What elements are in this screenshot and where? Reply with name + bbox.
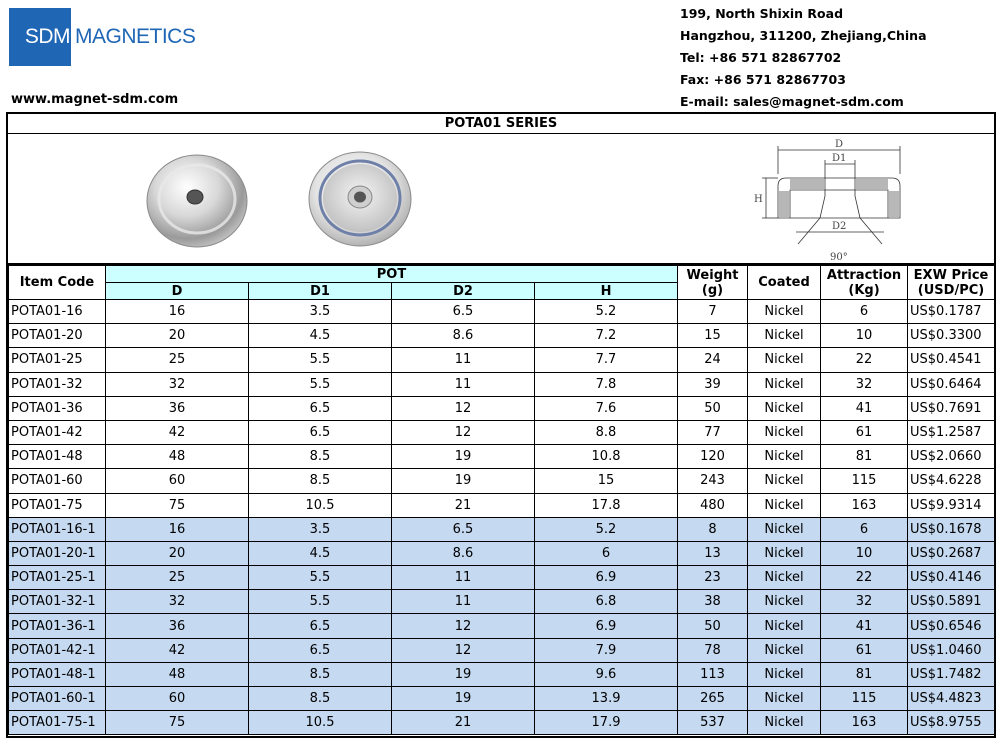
cell-price: US$0.6546 bbox=[908, 614, 995, 638]
fax-number: Fax: +86 571 82867703 bbox=[680, 72, 846, 87]
cell-d1: 6.5 bbox=[249, 638, 392, 662]
cell-d: 36 bbox=[106, 614, 249, 638]
cell-attraction: 115 bbox=[821, 469, 908, 493]
table-row bbox=[9, 662, 995, 686]
cell-coating: Nickel bbox=[748, 517, 821, 541]
table-row bbox=[9, 469, 995, 493]
cell-d1: 5.5 bbox=[249, 348, 392, 372]
cell-coating: Nickel bbox=[748, 396, 821, 420]
cell-weight: 23 bbox=[678, 566, 748, 590]
col-weight-label: Weight bbox=[686, 267, 739, 283]
cell-weight: 39 bbox=[678, 372, 748, 396]
diagram-label-h: H bbox=[754, 194, 763, 205]
cell-d: 42 bbox=[106, 638, 249, 662]
cell-price: US$0.3300 bbox=[908, 324, 995, 348]
cell-h: 8.8 bbox=[535, 420, 678, 444]
cell-coating: Nickel bbox=[748, 469, 821, 493]
cell-d: 25 bbox=[106, 566, 249, 590]
cell-weight: 480 bbox=[678, 493, 748, 517]
table-row bbox=[9, 324, 995, 348]
cell-d: 32 bbox=[106, 372, 249, 396]
cell-coating: Nickel bbox=[748, 300, 821, 324]
cell-d: 20 bbox=[106, 541, 249, 565]
cell-item-code: POTA01-75 bbox=[9, 493, 106, 517]
cell-coating: Nickel bbox=[748, 445, 821, 469]
specs-table bbox=[8, 265, 995, 735]
specs-table-body bbox=[9, 300, 995, 735]
cell-d: 75 bbox=[106, 493, 249, 517]
cell-d1: 8.5 bbox=[249, 445, 392, 469]
col-price-label: EXW Price bbox=[913, 267, 989, 283]
address-line1: 199, North Shixin Road bbox=[680, 6, 844, 21]
cell-weight: 50 bbox=[678, 614, 748, 638]
cell-d: 75 bbox=[106, 711, 249, 735]
cell-d2: 12 bbox=[392, 614, 535, 638]
cell-h: 5.2 bbox=[535, 300, 678, 324]
cell-weight: 50 bbox=[678, 396, 748, 420]
cell-h: 15 bbox=[535, 469, 678, 493]
cell-d: 48 bbox=[106, 445, 249, 469]
cell-item-code: POTA01-32 bbox=[9, 372, 106, 396]
cell-item-code: POTA01-16 bbox=[9, 300, 106, 324]
cell-item-code: POTA01-60-1 bbox=[9, 687, 106, 711]
cell-d2: 12 bbox=[392, 396, 535, 420]
cell-d2: 11 bbox=[392, 590, 535, 614]
cell-d: 60 bbox=[106, 469, 249, 493]
pot-magnet-back-photo bbox=[142, 144, 252, 254]
cell-d: 16 bbox=[106, 517, 249, 541]
cell-item-code: POTA01-25 bbox=[9, 348, 106, 372]
cell-d2: 8.6 bbox=[392, 541, 535, 565]
contact-block bbox=[680, 3, 927, 113]
cell-weight: 77 bbox=[678, 420, 748, 444]
cell-attraction: 22 bbox=[821, 348, 908, 372]
diagram-label-d1: D1 bbox=[832, 153, 847, 164]
cell-weight: 113 bbox=[678, 662, 748, 686]
col-pot: POT bbox=[106, 266, 678, 283]
cell-item-code: POTA01-48-1 bbox=[9, 662, 106, 686]
cell-price: US$0.1678 bbox=[908, 517, 995, 541]
cell-weight: 120 bbox=[678, 445, 748, 469]
cell-coating: Nickel bbox=[748, 614, 821, 638]
cell-weight: 24 bbox=[678, 348, 748, 372]
series-title: POTA01 SERIES bbox=[8, 114, 994, 134]
cell-item-code: POTA01-42 bbox=[9, 420, 106, 444]
cell-price: US$0.2687 bbox=[908, 541, 995, 565]
cell-d1: 5.5 bbox=[249, 590, 392, 614]
product-images bbox=[8, 134, 994, 265]
cell-d2: 21 bbox=[392, 711, 535, 735]
cell-coating: Nickel bbox=[748, 348, 821, 372]
website-link[interactable]: www.magnet-sdm.com bbox=[11, 92, 179, 107]
cell-d1: 4.5 bbox=[249, 324, 392, 348]
cell-h: 6.8 bbox=[535, 590, 678, 614]
cell-weight: 7 bbox=[678, 300, 748, 324]
col-price bbox=[908, 266, 995, 300]
cell-coating: Nickel bbox=[748, 687, 821, 711]
table-row bbox=[9, 687, 995, 711]
col-d2: D2 bbox=[392, 283, 535, 300]
cell-price: US$0.4146 bbox=[908, 566, 995, 590]
cell-price: US$0.5891 bbox=[908, 590, 995, 614]
table-row bbox=[9, 396, 995, 420]
cell-h: 17.8 bbox=[535, 493, 678, 517]
cell-price: US$1.0460 bbox=[908, 638, 995, 662]
table-row bbox=[9, 638, 995, 662]
cell-item-code: POTA01-48 bbox=[9, 445, 106, 469]
dimension-diagram bbox=[738, 136, 908, 266]
table-row bbox=[9, 300, 995, 324]
col-weight-unit: (g) bbox=[701, 282, 724, 298]
col-price-unit: (USD/PC) bbox=[917, 282, 985, 298]
cell-item-code: POTA01-20-1 bbox=[9, 541, 106, 565]
cell-coating: Nickel bbox=[748, 711, 821, 735]
cell-d2: 11 bbox=[392, 566, 535, 590]
col-attraction-label: Attraction bbox=[826, 267, 902, 283]
cell-item-code: POTA01-60 bbox=[9, 469, 106, 493]
cell-d1: 6.5 bbox=[249, 420, 392, 444]
diagram-label-angle: 90° bbox=[830, 252, 848, 263]
cell-coating: Nickel bbox=[748, 566, 821, 590]
col-attraction-unit: (Kg) bbox=[848, 282, 880, 298]
cell-item-code: POTA01-75-1 bbox=[9, 711, 106, 735]
col-h: H bbox=[535, 283, 678, 300]
cell-d: 25 bbox=[106, 348, 249, 372]
cell-item-code: POTA01-42-1 bbox=[9, 638, 106, 662]
diagram-label-d: D bbox=[835, 139, 844, 150]
cell-h: 6 bbox=[535, 541, 678, 565]
table-row bbox=[9, 493, 995, 517]
cell-d2: 21 bbox=[392, 493, 535, 517]
cell-d2: 12 bbox=[392, 420, 535, 444]
table-row bbox=[9, 420, 995, 444]
cell-attraction: 41 bbox=[821, 396, 908, 420]
cell-weight: 537 bbox=[678, 711, 748, 735]
cell-d1: 10.5 bbox=[249, 711, 392, 735]
cell-price: US$2.0660 bbox=[908, 445, 995, 469]
cell-d2: 8.6 bbox=[392, 324, 535, 348]
cell-weight: 265 bbox=[678, 687, 748, 711]
cell-price: US$0.1787 bbox=[908, 300, 995, 324]
cell-item-code: POTA01-20 bbox=[9, 324, 106, 348]
pot-magnet-front-photo bbox=[305, 142, 415, 252]
table-row bbox=[9, 614, 995, 638]
cell-item-code: POTA01-36 bbox=[9, 396, 106, 420]
cell-coating: Nickel bbox=[748, 590, 821, 614]
cell-d: 36 bbox=[106, 396, 249, 420]
col-attraction bbox=[821, 266, 908, 300]
table-row bbox=[9, 566, 995, 590]
cell-d1: 8.5 bbox=[249, 687, 392, 711]
cell-d: 60 bbox=[106, 687, 249, 711]
phone-number: Tel: +86 571 82867702 bbox=[680, 50, 842, 65]
table-row bbox=[9, 590, 995, 614]
col-coated: Coated bbox=[748, 266, 821, 300]
cell-weight: 38 bbox=[678, 590, 748, 614]
cell-attraction: 10 bbox=[821, 324, 908, 348]
cell-attraction: 6 bbox=[821, 517, 908, 541]
cell-item-code: POTA01-25-1 bbox=[9, 566, 106, 590]
cell-price: US$1.7482 bbox=[908, 662, 995, 686]
address-line2: Hangzhou, 311200, Zhejiang,China bbox=[680, 28, 927, 43]
cell-attraction: 32 bbox=[821, 372, 908, 396]
cell-h: 5.2 bbox=[535, 517, 678, 541]
cell-d2: 11 bbox=[392, 348, 535, 372]
cell-d: 20 bbox=[106, 324, 249, 348]
cell-d2: 19 bbox=[392, 445, 535, 469]
cell-weight: 243 bbox=[678, 469, 748, 493]
cell-d2: 19 bbox=[392, 662, 535, 686]
cell-h: 10.8 bbox=[535, 445, 678, 469]
cell-coating: Nickel bbox=[748, 493, 821, 517]
cell-attraction: 32 bbox=[821, 590, 908, 614]
col-item-code: Item Code bbox=[9, 266, 106, 300]
cell-h: 7.8 bbox=[535, 372, 678, 396]
cell-h: 7.7 bbox=[535, 348, 678, 372]
cell-price: US$9.9314 bbox=[908, 493, 995, 517]
logo-wordmark: MAGNETICS bbox=[75, 25, 196, 48]
cell-item-code: POTA01-36-1 bbox=[9, 614, 106, 638]
col-d: D bbox=[106, 283, 249, 300]
cell-attraction: 6 bbox=[821, 300, 908, 324]
product-sheet bbox=[6, 112, 996, 738]
col-weight bbox=[678, 266, 748, 300]
cell-d: 42 bbox=[106, 420, 249, 444]
cell-attraction: 81 bbox=[821, 662, 908, 686]
cell-d2: 6.5 bbox=[392, 517, 535, 541]
cell-coating: Nickel bbox=[748, 324, 821, 348]
cell-d2: 6.5 bbox=[392, 300, 535, 324]
company-logo bbox=[9, 8, 195, 66]
cell-d1: 10.5 bbox=[249, 493, 392, 517]
table-row bbox=[9, 541, 995, 565]
cell-price: US$4.6228 bbox=[908, 469, 995, 493]
cell-d2: 19 bbox=[392, 469, 535, 493]
cell-coating: Nickel bbox=[748, 541, 821, 565]
cell-d1: 5.5 bbox=[249, 372, 392, 396]
cell-attraction: 61 bbox=[821, 638, 908, 662]
cell-attraction: 41 bbox=[821, 614, 908, 638]
cell-d1: 6.5 bbox=[249, 396, 392, 420]
col-d1: D1 bbox=[249, 283, 392, 300]
cell-d2: 12 bbox=[392, 638, 535, 662]
cell-weight: 13 bbox=[678, 541, 748, 565]
cell-d1: 3.5 bbox=[249, 300, 392, 324]
cell-d1: 8.5 bbox=[249, 662, 392, 686]
cell-h: 9.6 bbox=[535, 662, 678, 686]
cell-attraction: 163 bbox=[821, 711, 908, 735]
cell-coating: Nickel bbox=[748, 372, 821, 396]
cell-price: US$8.9755 bbox=[908, 711, 995, 735]
logo-mark: SDM bbox=[9, 8, 71, 66]
cell-weight: 15 bbox=[678, 324, 748, 348]
cell-h: 13.9 bbox=[535, 687, 678, 711]
cell-d: 32 bbox=[106, 590, 249, 614]
cell-coating: Nickel bbox=[748, 662, 821, 686]
cell-attraction: 10 bbox=[821, 541, 908, 565]
table-row bbox=[9, 517, 995, 541]
cell-d: 48 bbox=[106, 662, 249, 686]
table-row bbox=[9, 372, 995, 396]
cell-h: 6.9 bbox=[535, 566, 678, 590]
email-address[interactable]: E-mail: sales@magnet-sdm.com bbox=[680, 94, 904, 109]
table-row bbox=[9, 445, 995, 469]
cell-price: US$0.6464 bbox=[908, 372, 995, 396]
cell-coating: Nickel bbox=[748, 638, 821, 662]
cell-h: 7.9 bbox=[535, 638, 678, 662]
diagram-label-d2: D2 bbox=[832, 221, 847, 232]
cell-attraction: 81 bbox=[821, 445, 908, 469]
cell-h: 7.6 bbox=[535, 396, 678, 420]
cell-d1: 3.5 bbox=[249, 517, 392, 541]
table-row bbox=[9, 711, 995, 735]
cell-price: US$0.7691 bbox=[908, 396, 995, 420]
cell-h: 6.9 bbox=[535, 614, 678, 638]
cell-attraction: 22 bbox=[821, 566, 908, 590]
header-row-1 bbox=[9, 266, 995, 283]
cell-price: US$1.2587 bbox=[908, 420, 995, 444]
cell-d2: 11 bbox=[392, 372, 535, 396]
cell-weight: 78 bbox=[678, 638, 748, 662]
cell-h: 17.9 bbox=[535, 711, 678, 735]
cell-d2: 19 bbox=[392, 687, 535, 711]
cell-item-code: POTA01-32-1 bbox=[9, 590, 106, 614]
cell-d1: 5.5 bbox=[249, 566, 392, 590]
cell-attraction: 61 bbox=[821, 420, 908, 444]
cell-weight: 8 bbox=[678, 517, 748, 541]
cell-attraction: 115 bbox=[821, 687, 908, 711]
cell-d1: 4.5 bbox=[249, 541, 392, 565]
cell-item-code: POTA01-16-1 bbox=[9, 517, 106, 541]
cell-h: 7.2 bbox=[535, 324, 678, 348]
cell-d: 16 bbox=[106, 300, 249, 324]
cell-coating: Nickel bbox=[748, 420, 821, 444]
cell-d1: 8.5 bbox=[249, 469, 392, 493]
cell-d1: 6.5 bbox=[249, 614, 392, 638]
cell-attraction: 163 bbox=[821, 493, 908, 517]
cell-price: US$4.4823 bbox=[908, 687, 995, 711]
cell-price: US$0.4541 bbox=[908, 348, 995, 372]
table-row bbox=[9, 348, 995, 372]
